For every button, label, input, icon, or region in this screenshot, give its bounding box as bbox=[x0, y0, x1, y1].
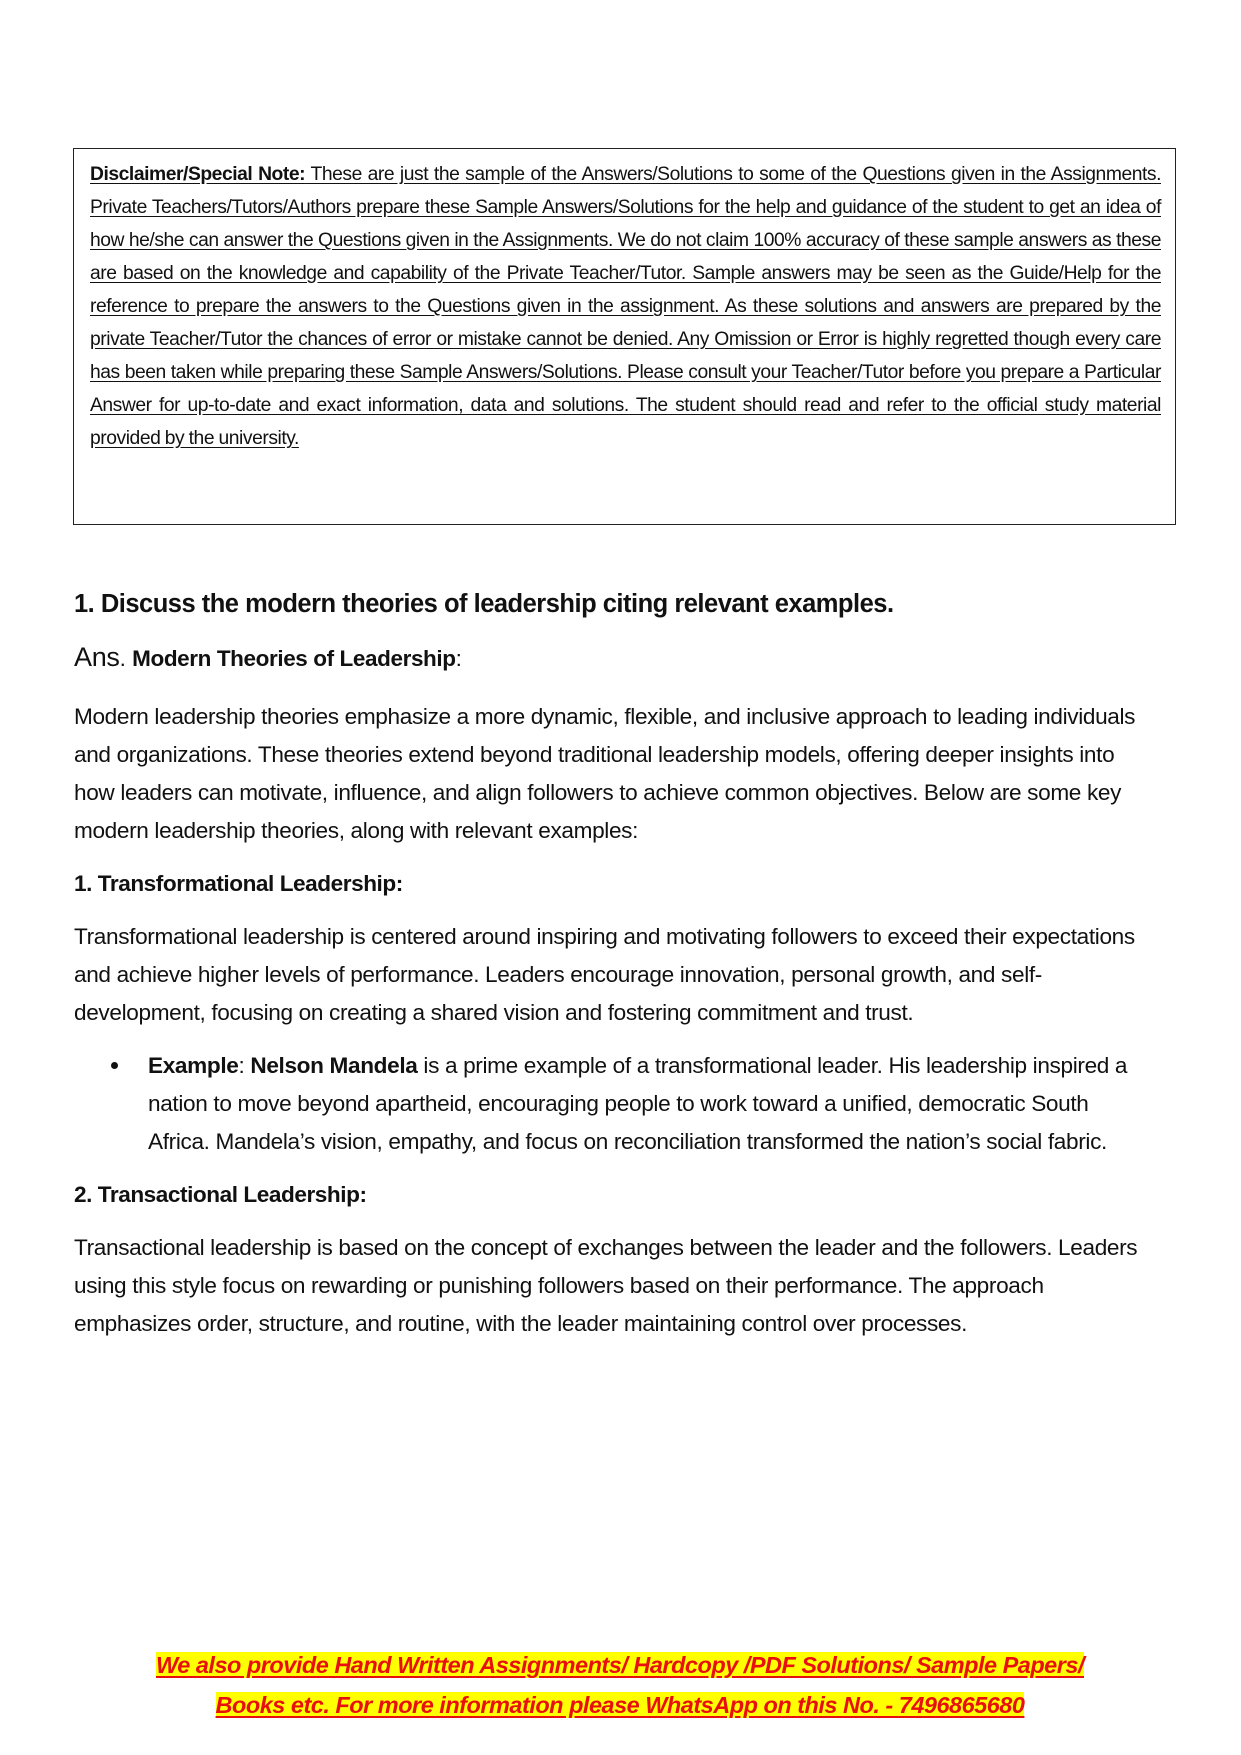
answer-title-colon: : bbox=[455, 646, 462, 671]
disclaimer-lead: Disclaimer/Special Note: bbox=[90, 164, 306, 185]
answer-title-line bbox=[74, 640, 1154, 679]
bullet-icon bbox=[111, 1062, 118, 1069]
answer-label: Ans bbox=[74, 642, 120, 672]
example-text: is a prime example of a transformational leader. His leadership inspired a nation to move beyond apartheid, encouraging people to work toward a unified, democratic South Africa. Mandela’s vision, empathy, and focus on reconciliation transformed the nation’s social fabric. bbox=[148, 1053, 1128, 1154]
section-body-transactional: Transactional leadership is based on the concept of exchanges between the leader and the followers. Leaders using this style focus on rewarding or punishing followers based on their performance. The approach emphasizes order, structure, and routine, with the leader maintaining control over processes. bbox=[74, 1235, 1138, 1336]
intro-paragraph: Modern leadership theories emphasize a more dynamic, flexible, and inclusive approach to leading individuals and organizations. These theories extend beyond traditional leadership models, offering deeper insights into how leaders can motivate, influence, and align followers to achieve common objectives. Below are some key modern leadership theories, along with relevant examples: bbox=[74, 704, 1136, 843]
answer-title: Modern Theories of Leadership bbox=[132, 646, 456, 671]
example-label: Example bbox=[148, 1053, 239, 1078]
answer-separator: . bbox=[119, 646, 133, 671]
disclaimer-body: These are just the sample of the Answers/Solutions to some of the Questions given in the Assignments. Private Teachers/Tutors/Authors prepare these Sample Answers/Solutions for the help and guidance of the student to get an idea of how he/she can answer the Questions given in the Assignments. We do not claim 100% accuracy of these sample answers as these are based on the knowledge and capability of the Private Teacher/Tutor. Sample answers may be seen as the Guide/Help for the reference to prepare the answers to the Questions given in the assignment. As these solutions and answers are prepared by the private Teacher/Tutor the chances of error or mistake cannot be denied. Any Omission or Error is highly regretted though every care has been taken while preparing these Sample Answers/Solutions. Please consult your Teacher/Tutor before you prepare a Particular Answer for up-to-date and exact information, data and solutions. The student should read and refer to the official study material provided by the university. bbox=[90, 164, 1161, 449]
example-item bbox=[74, 1047, 1154, 1161]
promo-line-1: We also provide Hand Written Assignments/ Hardcopy /PDF Solutions/ Sample Papers/ bbox=[156, 1652, 1084, 1678]
example-list bbox=[74, 1047, 1154, 1161]
promo-footer bbox=[60, 1647, 1180, 1727]
disclaimer-text bbox=[90, 158, 1161, 455]
promo-line-2: Books etc. For more information please WhatsApp on this No. - 7496865680 bbox=[215, 1692, 1025, 1718]
question-heading: 1. Discuss the modern theories of leadership citing relevant examples. bbox=[74, 590, 894, 618]
disclaimer-box bbox=[73, 148, 1176, 525]
example-name: Nelson Mandela bbox=[250, 1053, 418, 1078]
example-colon: : bbox=[238, 1053, 251, 1078]
answer-content bbox=[74, 586, 1154, 1358]
section-body-transformational: Transformational leadership is centered around inspiring and motivating followers to exceed their expectations and achieve higher levels of performance. Leaders encourage innovation, personal growth, and self-development, focusing on creating a shared vision and fostering commitment and trust. bbox=[74, 924, 1135, 1025]
section-heading-transformational: 1. Transformational Leadership: bbox=[74, 871, 403, 896]
section-heading-transactional: 2. Transactional Leadership: bbox=[74, 1182, 367, 1207]
